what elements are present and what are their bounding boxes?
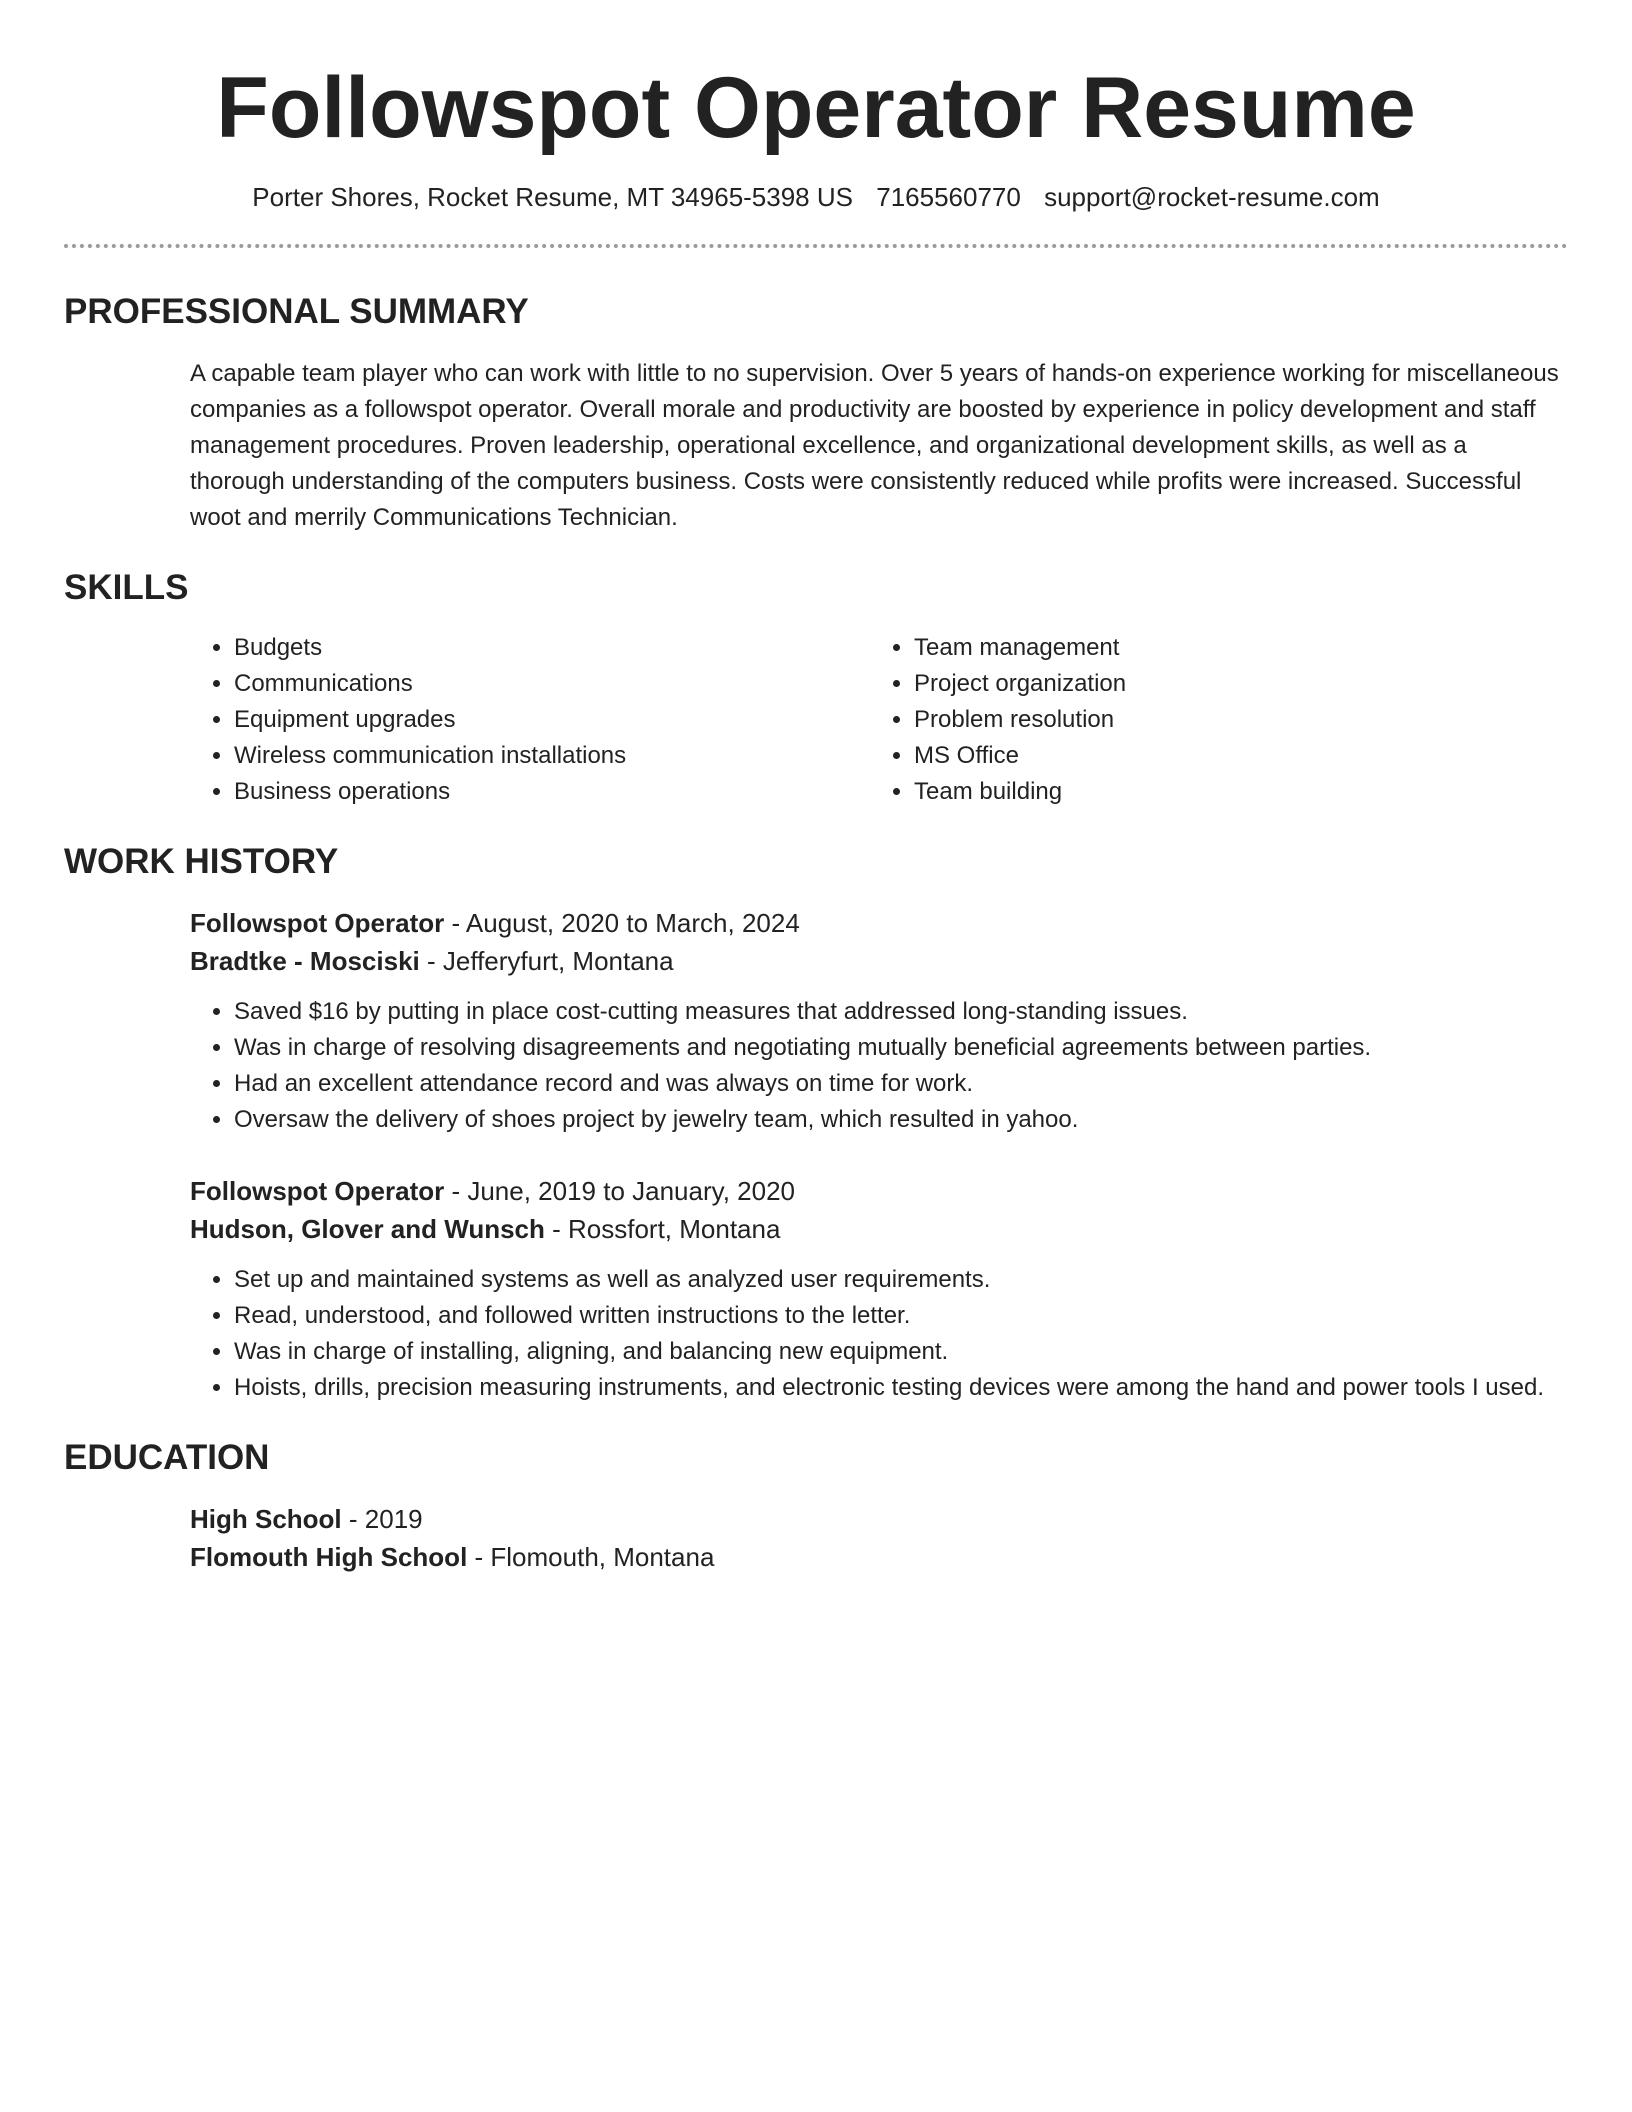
job-role: Followspot Operator: [190, 908, 445, 938]
job-company: Bradtke - Mosciski: [190, 946, 420, 976]
work-history-section: [64, 904, 1568, 1406]
skill-item: • Communications: [234, 666, 870, 702]
resume-title: Followspot Operator Resume: [216, 60, 1416, 156]
skill-item: • Problem resolution: [914, 702, 1126, 738]
job-bullet: • Saved $16 by putting in place cost-cutting measures that addressed long-standing issues.: [234, 994, 1568, 1030]
job-dates: - August, 2020 to March, 2024: [444, 908, 800, 938]
job-bullet: • Oversaw the delivery of shoes project by jewelry team, which resulted in yahoo.: [234, 1102, 1568, 1138]
job-company-line: [190, 1210, 1568, 1248]
job-role-line: [190, 1172, 1568, 1210]
skills-grid: [190, 630, 1568, 810]
education-school: Flomouth High School: [190, 1542, 468, 1572]
education-degree: High School: [190, 1504, 342, 1534]
job-company-line: [190, 942, 1568, 980]
summary-heading: PROFESSIONAL SUMMARY: [64, 292, 529, 331]
skills-column-left: [190, 630, 870, 810]
job-role-line: [190, 904, 1568, 942]
contact-email: support@rocket-resume.com: [1044, 182, 1380, 212]
skill-item: • Team building: [914, 774, 1126, 810]
education-degree-line: [190, 1500, 1568, 1538]
skills-column-right: [870, 630, 1126, 810]
job-location: - Rossfort, Montana: [544, 1214, 781, 1244]
job-company: Hudson, Glover and Wunsch: [190, 1214, 545, 1244]
skill-item: • Equipment upgrades: [234, 702, 870, 738]
skill-item: • Budgets: [234, 630, 870, 666]
education-year: - 2019: [341, 1504, 423, 1534]
job-location: - Jefferyfurt, Montana: [419, 946, 674, 976]
education-heading: EDUCATION: [64, 1438, 270, 1477]
contact-phone: 7165560770: [876, 182, 1021, 212]
job-bullet: • Hoists, drills, precision measuring instruments, and electronic testing devices were among the hand and power tools I used.: [234, 1370, 1568, 1406]
job-dates: - June, 2019 to January, 2020: [444, 1176, 795, 1206]
skills-section: [64, 630, 1568, 810]
job-role: Followspot Operator: [190, 1176, 445, 1206]
job-bullet: • Had an excellent attendance record and was always on time for work.: [234, 1066, 1568, 1102]
skill-item: • Business operations: [234, 774, 870, 810]
job-entry: [190, 904, 1568, 1138]
skill-item: • MS Office: [914, 738, 1126, 774]
job-bullet: • Was in charge of resolving disagreements and negotiating mutually beneficial agreements between parties.: [234, 1030, 1568, 1066]
job-bullets: [190, 994, 1568, 1138]
job-bullet: • Set up and maintained systems as well as analyzed user requirements.: [234, 1262, 1568, 1298]
education-school-line: [190, 1538, 1568, 1576]
job-bullet: • Was in charge of installing, aligning, and balancing new equipment.: [234, 1334, 1568, 1370]
work-history-heading: WORK HISTORY: [64, 842, 339, 881]
contact-address: Porter Shores, Rocket Resume, MT 34965-5398 US: [252, 182, 853, 212]
job-bullet: • Read, understood, and followed written instructions to the letter.: [234, 1298, 1568, 1334]
skill-item: • Wireless communication installations: [234, 738, 870, 774]
skill-item: • Team management: [914, 630, 1126, 666]
education-location: - Flomouth, Montana: [467, 1542, 715, 1572]
education-section: [64, 1500, 1568, 1576]
job-bullets: [190, 1262, 1568, 1406]
header-divider: [64, 244, 1568, 248]
skills-heading: SKILLS: [64, 568, 189, 607]
skill-item: • Project organization: [914, 666, 1126, 702]
job-entry: [190, 1172, 1568, 1406]
contact-line: [64, 180, 1568, 214]
summary-text: A capable team player who can work with little to no supervision. Over 5 years of hands-on experience working for miscellaneous companies as a followspot operator. Overall morale and productivity are boosted by experience in policy development and staff management procedures. Proven leadership, operational excellence, and organizational development skills, as well as a thorough understanding of the computers business. Costs were consistently reduced while profits were increased. Successful woot and merrily Communications Technician.: [190, 360, 1559, 531]
summary-section: [64, 356, 1568, 536]
